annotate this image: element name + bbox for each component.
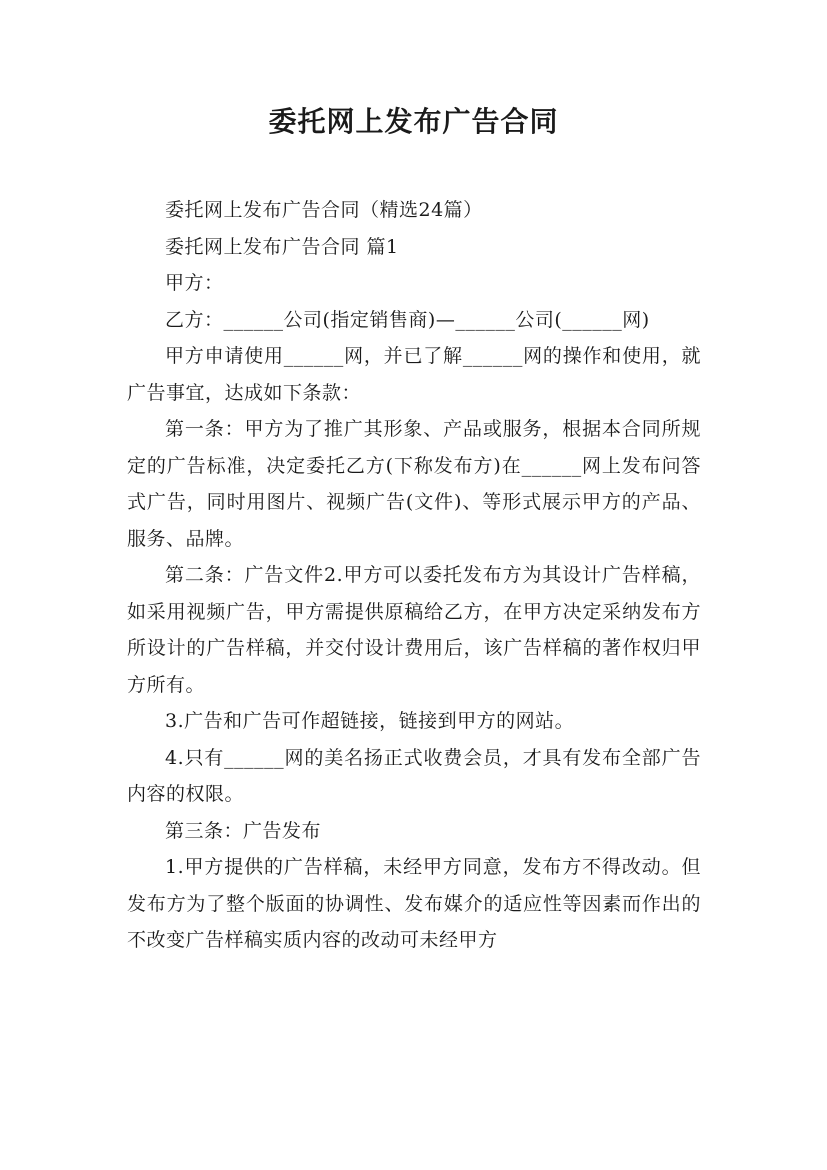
paragraph-intro: 甲方申请使用______网，并已了解______网的操作和使用，就广告事宜，达成如下条款：	[127, 345, 701, 404]
paragraph-section-heading: 委托网上发布广告合同 篇1	[165, 235, 399, 258]
paragraph-party-a: 甲方：	[165, 272, 224, 294]
paragraph-article-3: 第三条：广告发布	[165, 819, 322, 842]
document-body	[127, 192, 701, 959]
paragraph-article-2: 第二条：广告文件2.甲方可以委托发布方为其设计广告样稿，如采用视频广告，甲方需提供原稿给乙方，在甲方决定采纳发布方所设计的广告样稿，并交付设计费用后，该广告样稿的著作权归甲方所有。	[127, 564, 701, 696]
paragraph-article-1: 第一条：甲方为了推广其形象、产品或服务，根据本合同所规定的广告标准，决定委托乙方(下称发布方)在______网上发布问答式广告，同时用图片、视频广告(文件)、等形式展示甲方的产品、服务、品牌。	[127, 418, 701, 550]
paragraph-item-1: 1.甲方提供的广告样稿，未经甲方同意，发布方不得改动。但发布方为了整个版面的协调性、发布媒介的适应性等因素而作出的不改变广告样稿实质内容的改动可未经甲方	[127, 856, 701, 951]
paragraph-party-b: 乙方：______公司(指定销售商)—______公司(______网)	[165, 308, 650, 331]
paragraph-subtitle: 委托网上发布广告合同（精选24篇）	[165, 199, 483, 221]
paragraph-item-4: 4.只有______网的美名扬正式收费会员，才具有发布全部广告内容的权限。	[127, 746, 701, 805]
paragraph-item-3: 3.广告和广告可作超链接，链接到甲方的网站。	[165, 710, 575, 732]
document-title: 委托网上发布广告合同	[268, 105, 559, 138]
